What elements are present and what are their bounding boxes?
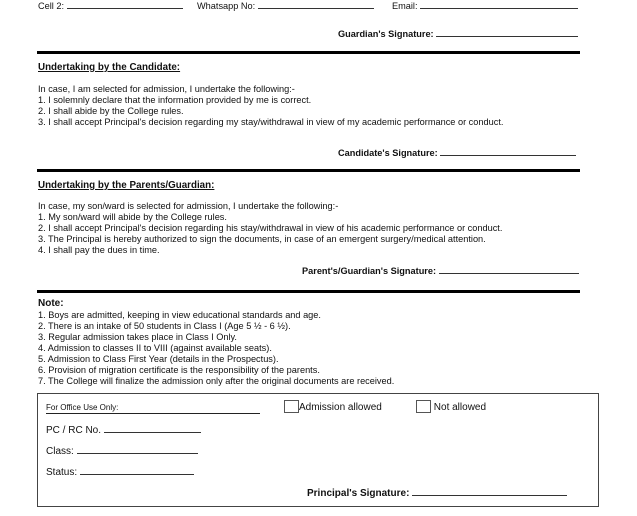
candidate-signature-field <box>338 148 576 159</box>
list-item: 1. My son/ward will abide by the College rules. <box>38 212 227 222</box>
candidate-signature-line[interactable] <box>440 155 576 156</box>
email-field <box>392 1 578 12</box>
pc-rc-label: PC / RC No. <box>46 425 102 436</box>
parent-signature-field <box>302 266 579 277</box>
parent-undertaking-heading: Undertaking by the Parents/Guardian: <box>38 180 215 191</box>
section-divider <box>37 290 580 293</box>
list-item: 2. There is an intake of 50 students in Class I (Age 5 ½ - 6 ½). <box>38 321 291 331</box>
principal-signature-label: Principal's Signature: <box>307 488 410 499</box>
list-item: 4. Admission to classes II to VIII (against available seats). <box>38 343 272 353</box>
list-item: 3. Regular admission takes place in Class I Only. <box>38 332 237 342</box>
admission-allowed-checkbox[interactable] <box>284 400 299 413</box>
admission-allowed-label: Admission allowed <box>299 402 382 413</box>
section-divider <box>37 51 580 54</box>
list-item: 2. I shall abide by the College rules. <box>38 106 184 116</box>
list-item: 5. Admission to Class First Year (details in the Prospectus). <box>38 354 279 364</box>
candidate-undertaking-intro: In case, I am selected for admission, I undertake the following:- <box>38 84 295 94</box>
guardian-signature-field <box>338 29 578 40</box>
list-item: 1. Boys are admitted, keeping in view educational standards and age. <box>38 310 321 320</box>
email-label: Email: <box>392 1 418 11</box>
admission-allowed-option[interactable] <box>284 400 382 413</box>
not-allowed-option[interactable] <box>416 400 486 413</box>
list-item: 7. The College will finalize the admission only after the original documents are received. <box>38 376 395 386</box>
office-use-title <box>46 403 260 414</box>
principal-signature-line[interactable] <box>412 495 567 496</box>
pc-rc-field <box>46 425 201 436</box>
status-input[interactable] <box>80 474 194 475</box>
candidate-undertaking-heading: Undertaking by the Candidate: <box>38 62 181 73</box>
whatsapp-input[interactable] <box>258 8 374 9</box>
cell2-field <box>38 1 183 12</box>
parent-signature-label: Parent's/Guardian's Signature: <box>302 266 437 276</box>
candidate-signature-label: Candidate's Signature: <box>338 148 438 158</box>
status-field <box>46 467 194 478</box>
class-label: Class: <box>46 446 74 457</box>
list-item: 1. I solemnly declare that the information provided by me is correct. <box>38 95 312 105</box>
guardian-signature-line[interactable] <box>436 36 578 37</box>
section-divider <box>37 169 580 172</box>
status-label: Status: <box>46 467 78 478</box>
not-allowed-label: Not allowed <box>433 402 487 413</box>
cell2-label: Cell 2: <box>38 1 65 11</box>
list-item: 6. Provision of migration certificate is the responsibility of the parents. <box>38 365 320 375</box>
candidate-undertaking-list <box>38 95 503 128</box>
cell2-input[interactable] <box>67 8 183 9</box>
note-heading: Note: <box>38 298 64 309</box>
list-item: 3. I shall accept Principal's decision regarding my stay/withdrawal in view of my academic performance or conduct. <box>38 117 504 127</box>
list-item: 4. I shall pay the dues in time. <box>38 245 160 255</box>
list-item: 2. I shall accept Principal's decision regarding his stay/withdrawal in view of his academic performance or conduct. <box>38 223 503 233</box>
list-item: 3. The Principal is hereby authorized to sign the documents, in case of an emergent surgery/medical attention. <box>38 234 486 244</box>
not-allowed-checkbox[interactable] <box>416 400 431 413</box>
class-input[interactable] <box>77 453 198 454</box>
office-use-title-text: For Office Use Only: <box>46 403 119 412</box>
note-list <box>38 310 394 387</box>
pc-rc-input[interactable] <box>104 432 201 433</box>
guardian-signature-label: Guardian's Signature: <box>338 29 434 39</box>
whatsapp-label: Whatsapp No: <box>197 1 256 11</box>
parent-signature-line[interactable] <box>439 273 579 274</box>
principal-signature-field <box>307 488 567 499</box>
class-field <box>46 446 198 457</box>
parent-undertaking-intro: In case, my son/ward is selected for admission, I undertake the following:- <box>38 201 339 211</box>
whatsapp-field <box>197 1 374 12</box>
email-input[interactable] <box>420 8 578 9</box>
parent-undertaking-list <box>38 212 502 256</box>
